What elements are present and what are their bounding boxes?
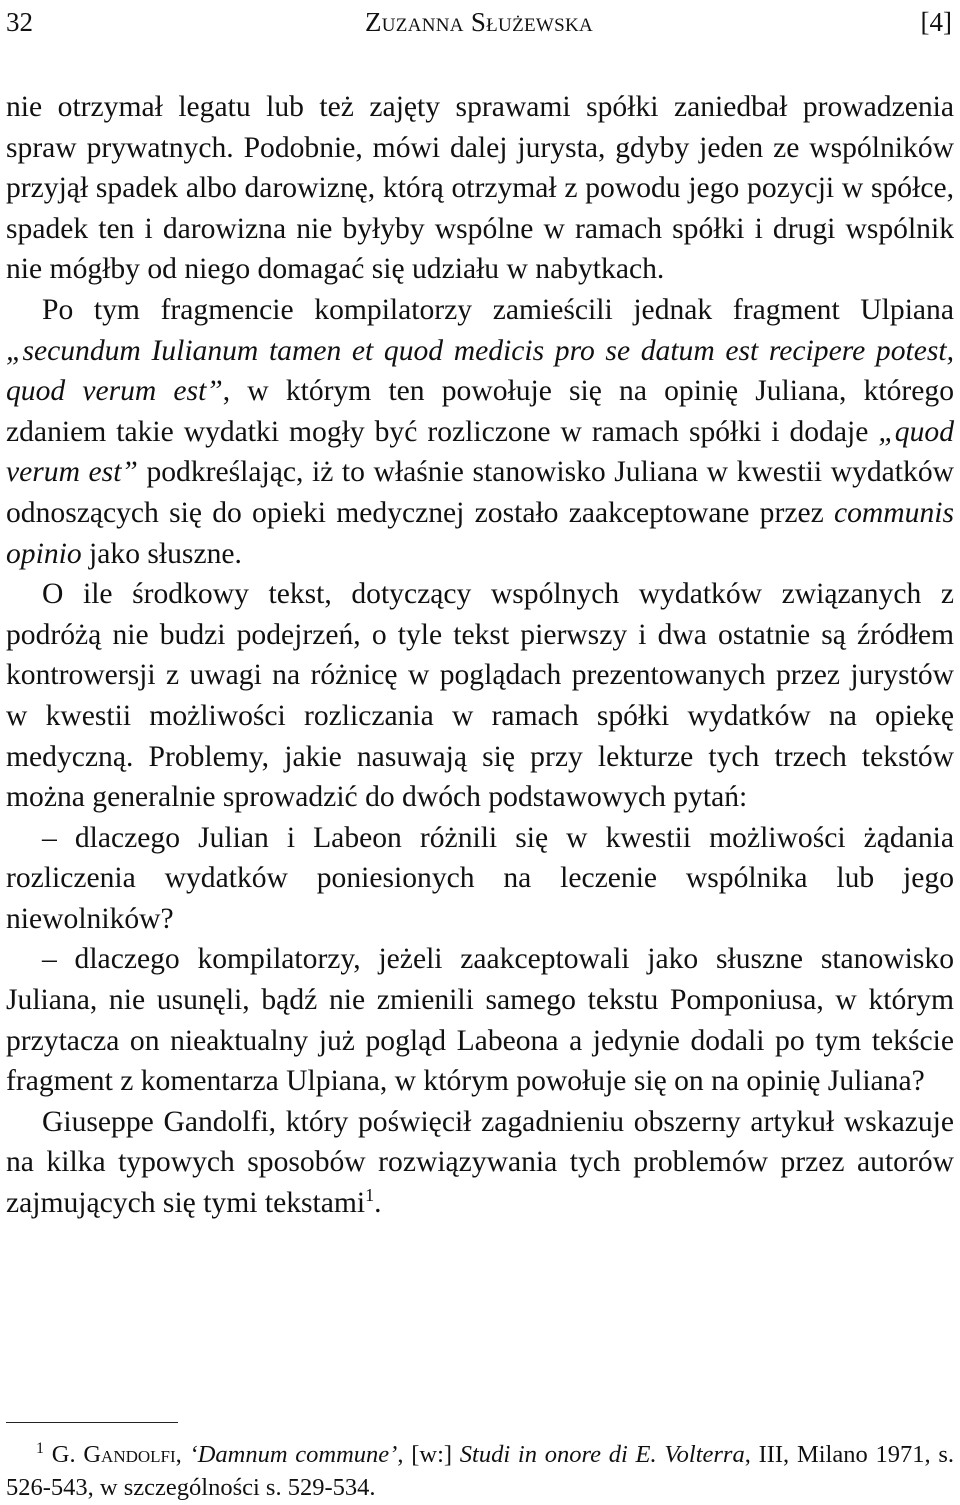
text-run: G. xyxy=(51,1441,84,1468)
text-run: , [w:] xyxy=(397,1441,460,1468)
article-title: ‘Damnum commune’ xyxy=(189,1441,398,1468)
text-run: jako słuszne. xyxy=(81,537,242,570)
text-run: Giuseppe Gandolfi, który poświęcił zagadnieniu obszerny artykuł wskazuje na kilka typowych sposobów rozwiązywania tych problemów przez autorów zajmujących się tymi tekstami xyxy=(6,1105,954,1220)
text-run: , III, Milano 1971, s. 526-543, w szczególności s. 529-534. xyxy=(6,1441,955,1501)
body-text xyxy=(6,87,954,1224)
text-run: , w którym ten powołuje się na opinię Juliana, którego zdaniem takie wydatki mogły być rozliczone w ramach spółki i dodaje xyxy=(6,375,954,448)
footnote-mark: 1 xyxy=(36,1439,44,1457)
latin-quote: „quod verum est” xyxy=(6,415,954,489)
running-title: Zuzanna Służewska xyxy=(364,7,594,37)
text-run: Po tym fragmencie kompilatorzy zamieścili jednak fragment Ulpiana xyxy=(42,293,954,326)
latin-quote: „secundum Iulianum tamen et quod medicis pro se datum est recipere potest, quod verum est” xyxy=(6,334,954,408)
running-header xyxy=(6,2,952,42)
paragraph-ulpian xyxy=(6,290,954,574)
paragraph-gandolfi xyxy=(6,1102,954,1224)
book-title: Studi in onore di E. Volterra xyxy=(459,1441,745,1468)
text-run: , xyxy=(175,1441,190,1468)
footnote-separator xyxy=(6,1422,178,1423)
page-number: 32 xyxy=(6,7,33,37)
question-item: – dlaczego Julian i Labeon różnili się w kwestii możliwości żądania rozliczenia wydatków poniesionych na leczenie wspólnika lub jego niewolników? xyxy=(6,821,954,935)
paragraph-problems: O ile środkowy tekst, dotyczący wspólnych wydatków związanych z podróżą nie budzi podejrzeń, o tyle tekst pierwszy i dwa ostatnie są źródłem kontrowersji z uwagi na różnicę w poglądach prezentowanych przez jurystów w kwestii możliwości rozliczania w ramach spółki wydatków na opiekę medyczną. Problemy, jakie nasuwają się przy lekturze tych trzech tekstów można generalnie sprowadzić do dwóch podstawowych pytań: xyxy=(6,578,954,814)
footnote-reference[interactable]: 1 xyxy=(365,1185,375,1206)
text-run: podkreślając, iż to właśnie stanowisko Juliana w kwestii wydatków odnoszących się do opieki medycznej zostało zaakceptowane przez xyxy=(6,456,954,529)
text-run: . xyxy=(374,1187,382,1220)
footnote xyxy=(6,1438,954,1504)
latin-term: communis opinio xyxy=(6,496,954,570)
question-item: – dlaczego kompilatorzy, jeżeli zaakceptowali jako słuszne stanowisko Juliana, nie usunęli, bądź nie zmienili samego tekstu Pomponiusa, w którym przytacza on nieaktualny już pogląd Labeona a jedynie dodali po tym tekście fragment z komentarza Ulpiana, w którym powołuje się on na opinię Juliana? xyxy=(6,943,954,1098)
section-number: [4] xyxy=(920,7,952,37)
paragraph-continued: nie otrzymał legatu lub też zajęty sprawami spółki zaniedbał prowadzenia spraw prywatnych. Podobnie, mówi dalej jurysta, gdyby jeden ze wspólników przyjął spadek albo darowiznę, którą otrzymał z powodu jego pozycji w spółce, spadek ten i darowizna nie byłyby wspólne w ramach spółki i drugi wspólnik nie mógłby od niego domagać się udziału w nabytkach. xyxy=(6,91,954,286)
author-name: Gandolfi xyxy=(83,1441,176,1468)
